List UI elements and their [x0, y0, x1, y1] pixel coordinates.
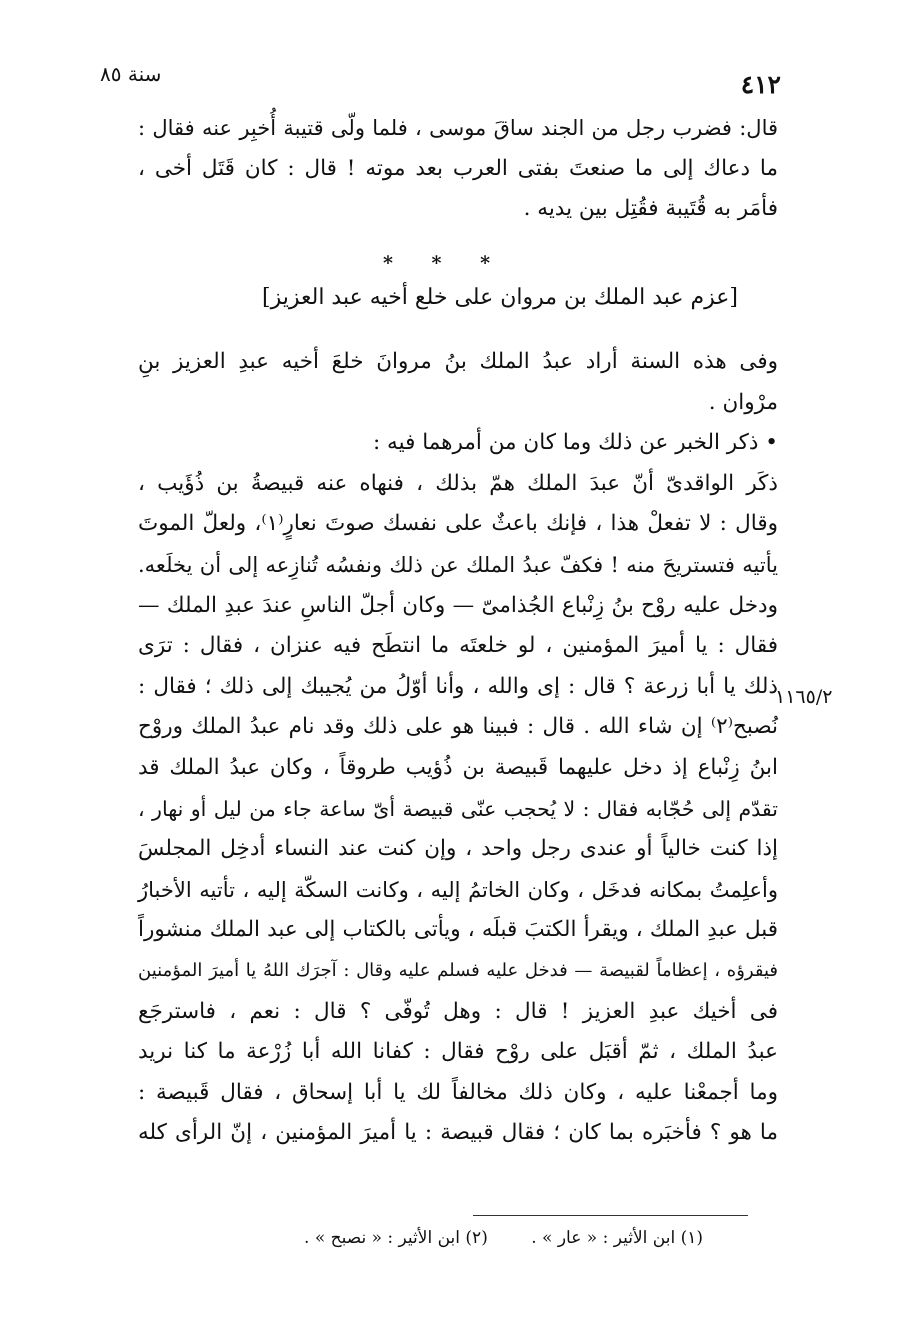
body-line: وما أجمعْنا عليه ، وكان ذلك مخالفاً لك يا أبا إسحاق ، فقال قَبيصة :	[138, 1079, 778, 1105]
body-line: نُصبح⁽٢⁾ إن شاء الله . قال : فبينا هو على ذلك وقد نام عبدُ الملك وروْح	[138, 714, 778, 740]
section-heading: [عزم عبد الملك بن مروان على خلع أخيه عبد العزيز]	[262, 285, 738, 310]
intro-line: ما دعاك إلى ما صنعتَ بفتى العرب بعد موته ! قال : كان قَتَل أخى ،	[138, 155, 778, 181]
body-line: فى أخيك عبدِ العزيز ! قال : وهل تُوفّى ؟ قال : نعم ، فاسترجَع	[138, 998, 778, 1024]
body-line: مرْوان .	[708, 389, 778, 415]
main-text	[138, 342, 778, 1154]
body-line: ودخل عليه روْح بنُ زِنْباع الجُذامىّ — وكان أجلّ الناسِ عندَ عبدِ الملك —	[138, 592, 778, 618]
intro-line: قال: فضرب رجل من الجند ساقَ موسى ، فلما ولّى قتيبة أُخبِر عنه فقال :	[138, 116, 779, 140]
body-line: قبل عبدِ الملك ، ويقرأ الكتبَ قبلَه ، ويأتى بالكتاب إلى عبد الملك منشوراً	[138, 917, 778, 943]
body-line: ابنُ زِنْباع إذ دخل عليهما قَبيصة بن ذُؤيب طروقاً ، وكان عبدُ الملك قد	[138, 754, 778, 780]
body-line: فقال : يا أميرَ المؤمنين ، لو خلعتَه ما انتطَح فيه عنزان ، فقال : ترَى	[138, 633, 778, 659]
body-line: • ذكر الخبر عن ذلك وما كان من أمرهما فيه :	[372, 430, 778, 456]
body-line: وقال : لا تفعلْ هذا ، فإنك باعثٌ على نفسك صوتَ نعارٍ⁽١⁾، ولعلّ الموتَ	[138, 511, 778, 537]
body-line: فيقرؤه ، إعظاماً لقبيصة — فدخل عليه فسلم عليه وقال : آجرَك اللهُ يا أميرَ المؤمنين	[138, 959, 778, 981]
body-line: تقدّم إلى حُجّابه فقال : لا يُحجب عنّى قبيصة أىّ ساعة جاء من ليل أو نهار ،	[138, 796, 778, 821]
body-line: ذكَر الواقدىّ أنّ عبدَ الملك همّ بذلك ، فنهاه عنه قبيصةُ بن ذُؤَيب ،	[138, 470, 778, 496]
section-separator: * * *	[383, 252, 507, 274]
footnote-2: (٢) ابن الأثير : « نصبح » .	[304, 1228, 488, 1248]
intro-paragraph	[138, 108, 778, 230]
body-line: عبدُ الملك ، ثمّ أقبَل على روْح فقال : كفانا الله أبا زُرْعة ما كنا نريد	[138, 1039, 778, 1065]
footnote-1: (١) ابن الأثير : « عار » .	[531, 1228, 703, 1248]
year-label: سنة ٨٥	[100, 62, 162, 86]
intro-line: فأمَر به قُتَيبة فقُتِل بين يديه .	[523, 196, 778, 222]
margin-reference: ١١٦٥/٢	[775, 686, 833, 708]
body-line: وأعلِمتُ بمكانه فدخَل ، وكان الخاتمُ إليه ، وكانت السكّة إليه ، تأتيه الأخبارُ	[138, 877, 778, 902]
page-number: ٤١٢	[740, 70, 781, 99]
footnotes	[266, 1228, 703, 1248]
footnote-divider	[473, 1215, 748, 1216]
body-line: ذلك يا أبا زرعة ؟ قال : إى والله ، وأنا أوّلُ من يُجيبك إلى ذلك ؛ فقال :	[138, 673, 778, 699]
body-line: وفى هذه السنة أراد عبدُ الملك بنُ مروانَ خلعَ أخيه عبدِ العزيز بنِ	[138, 349, 778, 374]
body-line: يأتيه فتستريحَ منه ! فكفّ عبدُ الملك عن ذلك ونفسُه تُنازِعه إلى أن يخلَعه.	[138, 552, 778, 577]
body-line: ما هو ؟ فأخبَره بما كان ؛ فقال قبيصة : يا أميرَ المؤمنين ، إنّ الرأى كله	[138, 1120, 778, 1146]
body-line: إذا كنت خالياً أو عندى رجل واحد ، وإن كنت عند النساء أدخِل المجلسَ	[138, 836, 778, 862]
